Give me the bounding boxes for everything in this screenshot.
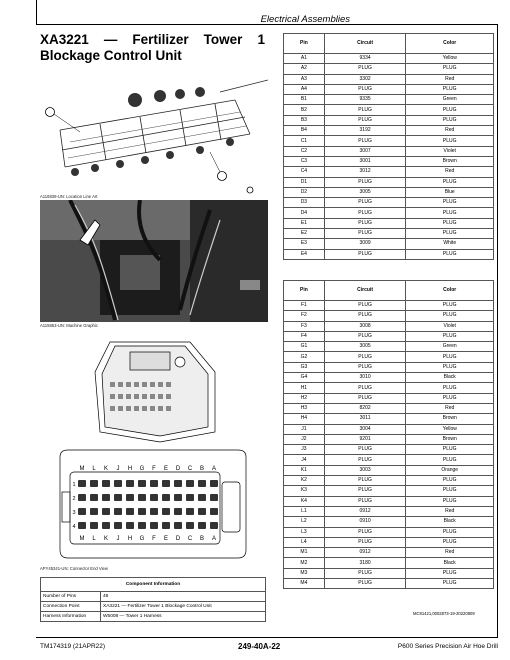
pin-cell: F2: [284, 311, 325, 321]
circuit-cell: PLUG: [324, 229, 406, 239]
color-cell: PLUG: [406, 352, 494, 362]
pin-cell: D3: [284, 198, 325, 208]
circuit-cell: 3003: [324, 465, 406, 475]
connector-letter-top: G: [139, 466, 145, 472]
color-cell: PLUG: [406, 476, 494, 486]
connector-letter-bottom: A: [211, 536, 217, 542]
circuit-cell: PLUG: [324, 537, 406, 547]
connector-letter-bottom: E: [163, 536, 169, 542]
color-cell: Brown: [406, 414, 494, 424]
circuit-cell: PLUG: [324, 455, 406, 465]
right-rule: [497, 25, 498, 637]
pin-cell: H4: [284, 414, 325, 424]
color-cell: PLUG: [406, 208, 494, 218]
table-row: [284, 579, 494, 589]
pin-cell: D1: [284, 177, 325, 187]
connector-letter-bottom: F: [152, 536, 156, 542]
circuit-cell: 3007: [324, 146, 406, 156]
circuit-cell: 0912: [324, 548, 406, 558]
connector-row-number: 4: [72, 524, 76, 530]
pin-cell: H3: [284, 403, 325, 413]
connector-letter-top: M: [79, 466, 85, 472]
table-row: [284, 249, 494, 259]
circuit-cell: PLUG: [324, 579, 406, 589]
table-row: [284, 115, 494, 125]
connector-letter-top: J: [116, 466, 120, 472]
color-cell: Brown: [406, 156, 494, 166]
color-cell: PLUG: [406, 445, 494, 455]
color-cell: PLUG: [406, 115, 494, 125]
pin-cell: K3: [284, 486, 325, 496]
table-row: [284, 558, 494, 568]
pin-cell: E2: [284, 229, 325, 239]
pin-cell: L3: [284, 527, 325, 537]
color-cell: PLUG: [406, 198, 494, 208]
pin-cell: C2: [284, 146, 325, 156]
table-row: [284, 362, 494, 372]
color-cell: PLUG: [406, 383, 494, 393]
pin-cell: E1: [284, 218, 325, 228]
pin-cell: J1: [284, 424, 325, 434]
color-cell: PLUG: [406, 218, 494, 228]
table-row: [284, 239, 494, 249]
footer-product-name: P600 Series Precision Air Hoe Drill: [397, 643, 498, 650]
table-row: [284, 84, 494, 94]
circuit-cell: 8202: [324, 403, 406, 413]
table-row: [284, 187, 494, 197]
circuit-cell: PLUG: [324, 352, 406, 362]
table-row: [284, 403, 494, 413]
pin-cell: C1: [284, 136, 325, 146]
table-row: [284, 311, 494, 321]
table-row: [284, 198, 494, 208]
circuit-cell: PLUG: [324, 496, 406, 506]
connector-letter-top: B: [199, 466, 205, 472]
machine-graphic-figure: [40, 200, 268, 322]
color-cell: PLUG: [406, 84, 494, 94]
circuit-cell: 3180: [324, 558, 406, 568]
circuit-cell: PLUG: [324, 383, 406, 393]
circuit-cell: PLUG: [324, 476, 406, 486]
pin-cell: L2: [284, 517, 325, 527]
pin-cell: G2: [284, 352, 325, 362]
table-row: [284, 95, 494, 105]
pin-cell: L4: [284, 537, 325, 547]
color-cell: PLUG: [406, 229, 494, 239]
page-header: [36, 9, 498, 25]
connector-letter-top: C: [187, 466, 193, 472]
connector-letter-bottom: M: [79, 536, 85, 542]
circuit-cell: PLUG: [324, 198, 406, 208]
table-row: [284, 74, 494, 84]
connector-letter-bottom: H: [127, 536, 133, 542]
circuit-cell: 9334: [324, 54, 406, 64]
circuit-cell: PLUG: [324, 136, 406, 146]
circuit-cell: 9201: [324, 434, 406, 444]
table-row: [284, 506, 494, 516]
pin-cell: F4: [284, 331, 325, 341]
circuit-cell: 3005: [324, 342, 406, 352]
table-row: [284, 64, 494, 74]
pin-cell: J2: [284, 434, 325, 444]
column-header-color: Color: [406, 34, 494, 54]
color-cell: Red: [406, 167, 494, 177]
table-row: [284, 342, 494, 352]
pin-cell: K1: [284, 465, 325, 475]
pin-cell: M1: [284, 548, 325, 558]
table-row: [284, 177, 494, 187]
connector-letter-bottom: K: [103, 536, 109, 542]
figure-caption-connector: APY45341-UN: Connector End View: [40, 566, 108, 571]
color-cell: Violet: [406, 146, 494, 156]
table-row: [284, 414, 494, 424]
pin-cell: A4: [284, 84, 325, 94]
connector-letter-top: H: [127, 466, 133, 472]
page-title: XA3221 — Fertilizer Tower 1 Blockage Control Unit: [40, 32, 265, 63]
color-cell: Orange: [406, 465, 494, 475]
pin-cell: G4: [284, 373, 325, 383]
circuit-cell: 9335: [324, 95, 406, 105]
circuit-cell: 3004: [324, 424, 406, 434]
pin-cell: F1: [284, 301, 325, 311]
pin-cell: E3: [284, 239, 325, 249]
circuit-cell: 3012: [324, 167, 406, 177]
color-cell: White: [406, 239, 494, 249]
table-row: [284, 167, 494, 177]
table-row: [284, 352, 494, 362]
color-cell: Red: [406, 548, 494, 558]
table-row: [284, 486, 494, 496]
circuit-cell: PLUG: [324, 393, 406, 403]
table-row: [284, 568, 494, 578]
pin-cell: K4: [284, 496, 325, 506]
color-cell: PLUG: [406, 537, 494, 547]
section-title: Electrical Assemblies: [260, 14, 350, 25]
color-cell: Brown: [406, 434, 494, 444]
pin-cell: B3: [284, 115, 325, 125]
color-cell: PLUG: [406, 362, 494, 372]
table-row: [284, 445, 494, 455]
pin-cell: D4: [284, 208, 325, 218]
color-cell: Yellow: [406, 54, 494, 64]
table-row: [284, 455, 494, 465]
circuit-cell: 3009: [324, 239, 406, 249]
pin-cell: F3: [284, 321, 325, 331]
pin-table-2: [283, 280, 494, 589]
table-row: [284, 517, 494, 527]
table-row: [284, 146, 494, 156]
pin-cell: J4: [284, 455, 325, 465]
color-cell: Red: [406, 506, 494, 516]
figure-caption-location: A116839-UN: Location Line Art: [40, 194, 98, 199]
table-row: [284, 383, 494, 393]
circuit-cell: PLUG: [324, 568, 406, 578]
circuit-cell: PLUG: [324, 249, 406, 259]
color-cell: PLUG: [406, 496, 494, 506]
table-row: [284, 393, 494, 403]
table-row: [284, 301, 494, 311]
circuit-cell: PLUG: [324, 64, 406, 74]
component-info-heading: Component Information: [41, 578, 266, 592]
location-line-art-figure: [40, 72, 268, 194]
table-row: [284, 424, 494, 434]
color-cell: PLUG: [406, 331, 494, 341]
color-cell: PLUG: [406, 486, 494, 496]
circuit-cell: PLUG: [324, 177, 406, 187]
color-cell: Black: [406, 373, 494, 383]
table-row: [284, 156, 494, 166]
connector-letter-top: D: [175, 466, 181, 472]
pin-cell: M3: [284, 568, 325, 578]
table-row: [284, 54, 494, 64]
table-row: [284, 218, 494, 228]
color-cell: Green: [406, 95, 494, 105]
color-cell: Blue: [406, 187, 494, 197]
color-cell: Black: [406, 517, 494, 527]
pin-cell: D2: [284, 187, 325, 197]
pin-cell: M2: [284, 558, 325, 568]
color-cell: PLUG: [406, 568, 494, 578]
column-header-color: Color: [406, 281, 494, 301]
pin-cell: H2: [284, 393, 325, 403]
color-cell: Red: [406, 403, 494, 413]
table-row: [284, 331, 494, 341]
pin-cell: B4: [284, 126, 325, 136]
table-row: [284, 105, 494, 115]
circuit-cell: 0912: [324, 506, 406, 516]
color-cell: PLUG: [406, 311, 494, 321]
connector-letter-top: K: [103, 466, 109, 472]
table-row: [284, 229, 494, 239]
circuit-cell: PLUG: [324, 331, 406, 341]
circuit-cell: PLUG: [324, 445, 406, 455]
circuit-cell: 3010: [324, 373, 406, 383]
pin-table-1: [283, 33, 494, 260]
color-cell: PLUG: [406, 393, 494, 403]
pin-cell: C3: [284, 156, 325, 166]
color-cell: PLUG: [406, 177, 494, 187]
circuit-cell: 0910: [324, 517, 406, 527]
pin-cell: H1: [284, 383, 325, 393]
connector-letter-top: F: [152, 466, 156, 472]
table-row: [284, 465, 494, 475]
connector-row-number: 1: [72, 482, 76, 488]
circuit-cell: PLUG: [324, 527, 406, 537]
table-row: Number of Pins 48: [41, 592, 266, 602]
pin-cell: J3: [284, 445, 325, 455]
pin-cell: G1: [284, 342, 325, 352]
circuit-cell: PLUG: [324, 486, 406, 496]
connector-letter-top: L: [92, 466, 96, 472]
pin-cell: A1: [284, 54, 325, 64]
pin-cell: G3: [284, 362, 325, 372]
color-cell: PLUG: [406, 527, 494, 537]
column-header-pin: Pin: [284, 34, 325, 54]
table-row: [284, 548, 494, 558]
reference-code: MC91421,0002873-19-20220809: [413, 611, 475, 616]
connector-letter-bottom: D: [175, 536, 181, 542]
table-row: [284, 527, 494, 537]
color-cell: Violet: [406, 321, 494, 331]
connector-end-view-figure: [40, 332, 268, 564]
circuit-cell: PLUG: [324, 84, 406, 94]
table-row: Harness Information W5008 — Tower 1 Harness: [41, 612, 266, 622]
connector-row-number: 2: [72, 496, 76, 502]
color-cell: PLUG: [406, 64, 494, 74]
color-cell: PLUG: [406, 136, 494, 146]
color-cell: Red: [406, 126, 494, 136]
circuit-cell: PLUG: [324, 311, 406, 321]
color-cell: PLUG: [406, 455, 494, 465]
table-row: [284, 136, 494, 146]
connector-row-number: 3: [72, 510, 76, 516]
footer-page-number: 249-40A-22: [238, 642, 281, 651]
color-cell: Black: [406, 558, 494, 568]
table-row: [284, 208, 494, 218]
table-row: Connection Point XA3221 — Fertilizer Tower 1 Blockage Control Unit: [41, 602, 266, 612]
table-row: [284, 434, 494, 444]
circuit-cell: 3192: [324, 126, 406, 136]
color-cell: Red: [406, 74, 494, 84]
color-cell: Yellow: [406, 424, 494, 434]
pin-cell: C4: [284, 167, 325, 177]
pin-cell: A2: [284, 64, 325, 74]
connector-letter-bottom: G: [139, 536, 145, 542]
color-cell: PLUG: [406, 105, 494, 115]
table-row: [284, 126, 494, 136]
footer-rule: [36, 637, 498, 638]
table-row: [284, 496, 494, 506]
pin-cell: B2: [284, 105, 325, 115]
connector-letter-bottom: C: [187, 536, 193, 542]
circuit-cell: PLUG: [324, 301, 406, 311]
column-header-circuit: Circuit: [324, 34, 406, 54]
table-row: [284, 373, 494, 383]
connector-letter-top: E: [163, 466, 169, 472]
pin-cell: M4: [284, 579, 325, 589]
circuit-cell: PLUG: [324, 218, 406, 228]
pin-cell: E4: [284, 249, 325, 259]
connector-letter-bottom: B: [199, 536, 205, 542]
column-header-pin: Pin: [284, 281, 325, 301]
table-row: [284, 476, 494, 486]
circuit-cell: PLUG: [324, 115, 406, 125]
footer-doc-id: TM174319 (21APR22): [40, 643, 106, 650]
table-row: [284, 321, 494, 331]
circuit-cell: 3302: [324, 74, 406, 84]
connector-letter-bottom: L: [92, 536, 96, 542]
color-cell: Green: [406, 342, 494, 352]
pin-cell: K2: [284, 476, 325, 486]
component-info-table: [40, 577, 266, 622]
pin-cell: L1: [284, 506, 325, 516]
table-row: [284, 537, 494, 547]
figure-caption-machine: A115853-UN: Machine Graphic: [40, 323, 98, 328]
color-cell: PLUG: [406, 579, 494, 589]
column-header-circuit: Circuit: [324, 281, 406, 301]
connector-letter-bottom: J: [116, 536, 120, 542]
color-cell: PLUG: [406, 249, 494, 259]
circuit-cell: 3011: [324, 414, 406, 424]
pin-cell: A3: [284, 74, 325, 84]
color-cell: PLUG: [406, 301, 494, 311]
circuit-cell: 3001: [324, 156, 406, 166]
circuit-cell: PLUG: [324, 362, 406, 372]
circuit-cell: 3005: [324, 187, 406, 197]
circuit-cell: PLUG: [324, 105, 406, 115]
circuit-cell: 3008: [324, 321, 406, 331]
circuit-cell: PLUG: [324, 208, 406, 218]
connector-letter-top: A: [211, 466, 217, 472]
pin-cell: B1: [284, 95, 325, 105]
